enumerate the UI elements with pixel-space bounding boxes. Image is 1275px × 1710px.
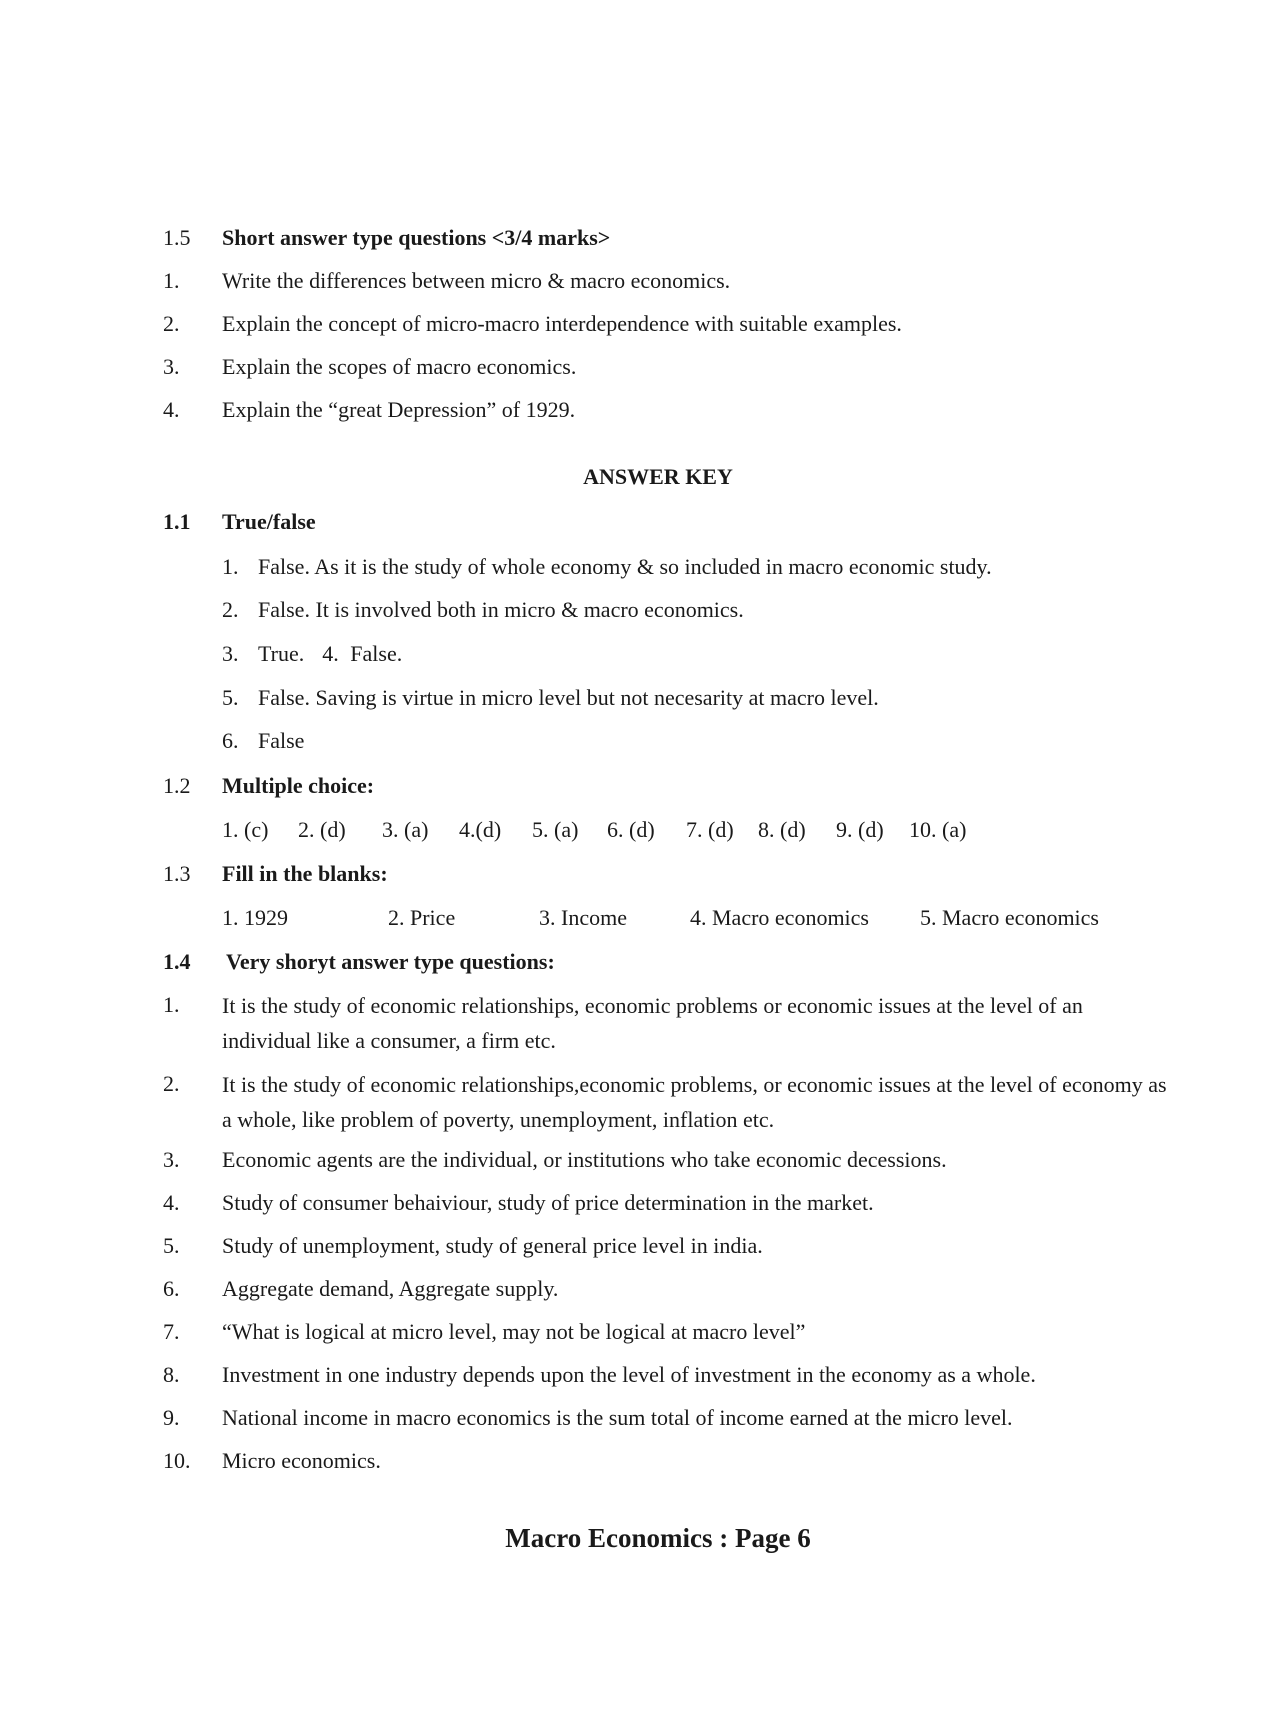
mc-answer: 6. (d) [607,817,655,842]
mc-answer: 7. (d) [686,817,734,842]
mc-answer: 3. (a) [382,817,429,842]
section-number: 1.5 [163,225,191,250]
mc-answer: 1. (c) [222,817,269,842]
item-text: False. It is involved both in micro & macro economics. [258,597,744,622]
item-text: False. As it is the study of whole economy & so included in macro economic study. [258,554,992,579]
item-text: Economic agents are the individual, or institutions who take economic decessions. [222,1147,947,1172]
item-number: 9. [163,1405,180,1430]
fb-answer: 1. 1929 [222,905,288,930]
item-number: 3. [163,1147,180,1172]
item-text: Study of unemployment, study of general price level in india. [222,1233,763,1258]
mc-answer: 4.(d) [459,817,502,842]
item-text: Study of consumer behaiviour, study of price determination in the market. [222,1190,874,1215]
section-heading: Very shoryt answer type questions: [226,949,555,974]
item-text: National income in macro economics is the sum total of income earned at the micro level. [222,1405,1013,1430]
section-number: 1.2 [163,773,191,798]
mc-answer: 9. (d) [836,817,884,842]
section-heading: Fill in the blanks: [222,861,388,886]
item-number: 1. [222,554,239,579]
fb-answer: 3. Income [539,905,627,930]
item-number: 5. [222,685,239,710]
item-number: 3. [222,641,239,666]
item-text: False. [350,641,403,666]
fb-answer: 5. Macro economics [920,905,1099,930]
item-text: It is the study of economic relationships,economic problems, or economic issues at the level of economy as a whole, like problem of poverty, unemployment, inflation etc. [222,1072,1167,1132]
section-heading: Multiple choice: [222,773,375,798]
item-text: False [258,728,305,753]
fb-answer: 4. Macro economics [690,905,869,930]
item-text: True. [258,641,305,666]
item-number: 5. [163,1233,180,1258]
answer-key-title: ANSWER KEY [583,464,733,489]
item-number: 6. [222,728,239,753]
mc-answer: 5. (a) [532,817,579,842]
mc-answer: 8. (d) [758,817,806,842]
page-footer: Macro Economics : Page 6 [505,1523,811,1553]
item-number: 6. [163,1276,180,1301]
item-text: Write the differences between micro & macro economics. [222,268,731,293]
item-number: 4. [163,397,180,422]
item-text: Explain the concept of micro-macro interdependence with suitable examples. [222,311,902,336]
item-number: 4. [322,641,339,666]
item-number: 2. [222,597,239,622]
item-number: 1. [163,268,180,293]
item-number: 7. [163,1319,180,1344]
item-number: 4. [163,1190,180,1215]
item-number: 8. [163,1362,180,1387]
fill-blanks-answers [0,901,1275,935]
item-number: 3. [163,354,180,379]
mc-answer: 2. (d) [298,817,346,842]
item-text: Investment in one industry depends upon the level of investment in the economy as a whole. [222,1362,1036,1387]
mc-answer: 10. (a) [909,817,967,842]
item-number: 1. [163,992,180,1017]
item-number: 10. [163,1448,191,1473]
section-number: 1.4 [163,949,191,974]
item-text: False. Saving is virtue in micro level but not necesarity at macro level. [258,685,879,710]
item-number: 2. [163,311,180,336]
fb-answer: 2. Price [388,905,456,930]
item-text: Micro economics. [222,1448,381,1473]
item-text: “What is logical at micro level, may not be logical at macro level” [222,1319,806,1344]
section-heading: True/false [222,509,316,534]
section-number: 1.1 [163,509,191,534]
multiple-choice-answers [0,813,1275,847]
section-number: 1.3 [163,861,191,886]
section-heading: Short answer type questions <3/4 marks> [222,225,611,250]
item-text: Aggregate demand, Aggregate supply. [222,1276,559,1301]
item-text: Explain the “great Depression” of 1929. [222,397,576,422]
item-text: Explain the scopes of macro economics. [222,354,577,379]
item-number: 2. [163,1071,180,1096]
item-text: It is the study of economic relationships, economic problems or economic issues at the level of an individual like a consumer, a firm etc. [222,993,1083,1053]
